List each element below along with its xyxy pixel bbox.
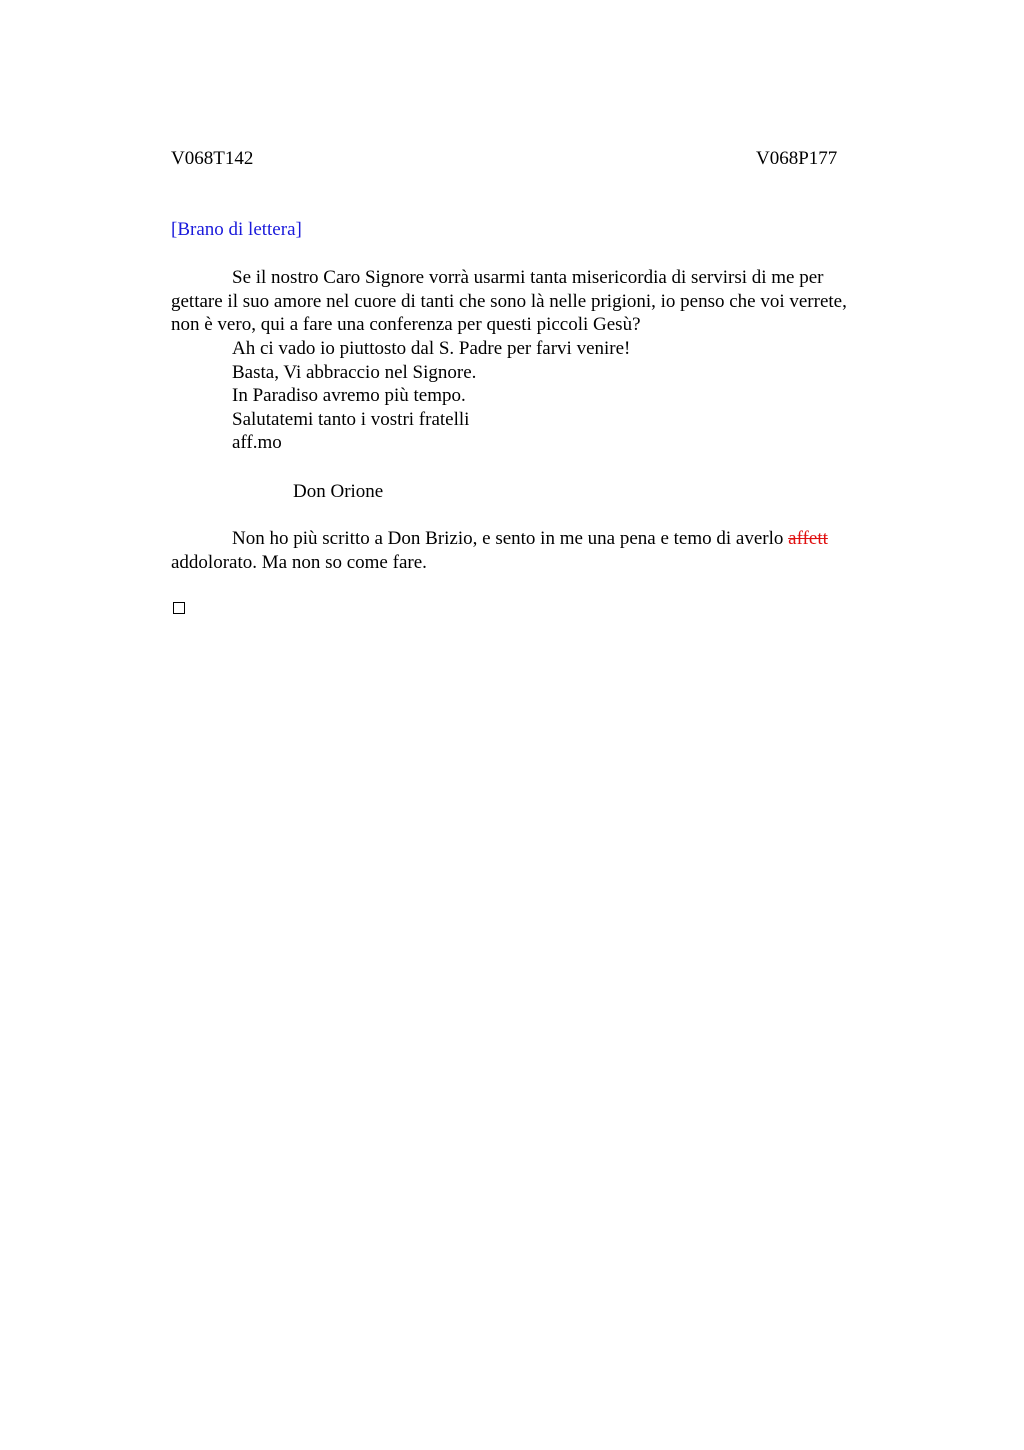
letter-paragraph-1 bbox=[171, 266, 911, 337]
paragraph-line: non è vero, qui a fare una conferenza per questi piccoli Gesù? bbox=[171, 314, 641, 336]
closing-line: Basta, Vi abbraccio nel Signore. bbox=[232, 361, 477, 383]
closing-line: Ah ci vado io piuttosto dal S. Padre per farvi venire! bbox=[232, 338, 631, 359]
postscript-line-1 bbox=[171, 527, 911, 551]
section-title: [Brano di lettera] bbox=[171, 219, 302, 240]
signature: Don Orione bbox=[293, 481, 384, 502]
document-code-right: V068P177 bbox=[756, 148, 838, 169]
deleted-word: affett bbox=[788, 528, 828, 549]
postscript-line-2: addolorato. Ma non so come fare. bbox=[171, 551, 427, 573]
closing-line: aff.mo bbox=[232, 432, 282, 454]
postscript-text: Non ho più scritto a Don Brizio, e sento in me una pena e temo di averlo bbox=[232, 528, 789, 549]
paragraph-line: gettare il suo amore nel cuore di tanti che sono là nelle prigioni, io penso che voi verrete, bbox=[171, 290, 847, 312]
paragraph-line: Se il nostro Caro Signore vorrà usarmi tanta misericordia di servirsi di me per bbox=[232, 267, 824, 288]
closing-line: In Paradiso avremo più tempo. bbox=[232, 385, 466, 407]
closing-line: Salutatemi tanto i vostri fratelli bbox=[232, 408, 470, 430]
document-code-left: V068T142 bbox=[171, 148, 254, 169]
empty-box-symbol bbox=[173, 602, 185, 614]
closing-lines bbox=[232, 337, 630, 455]
postscript-paragraph bbox=[171, 527, 911, 574]
